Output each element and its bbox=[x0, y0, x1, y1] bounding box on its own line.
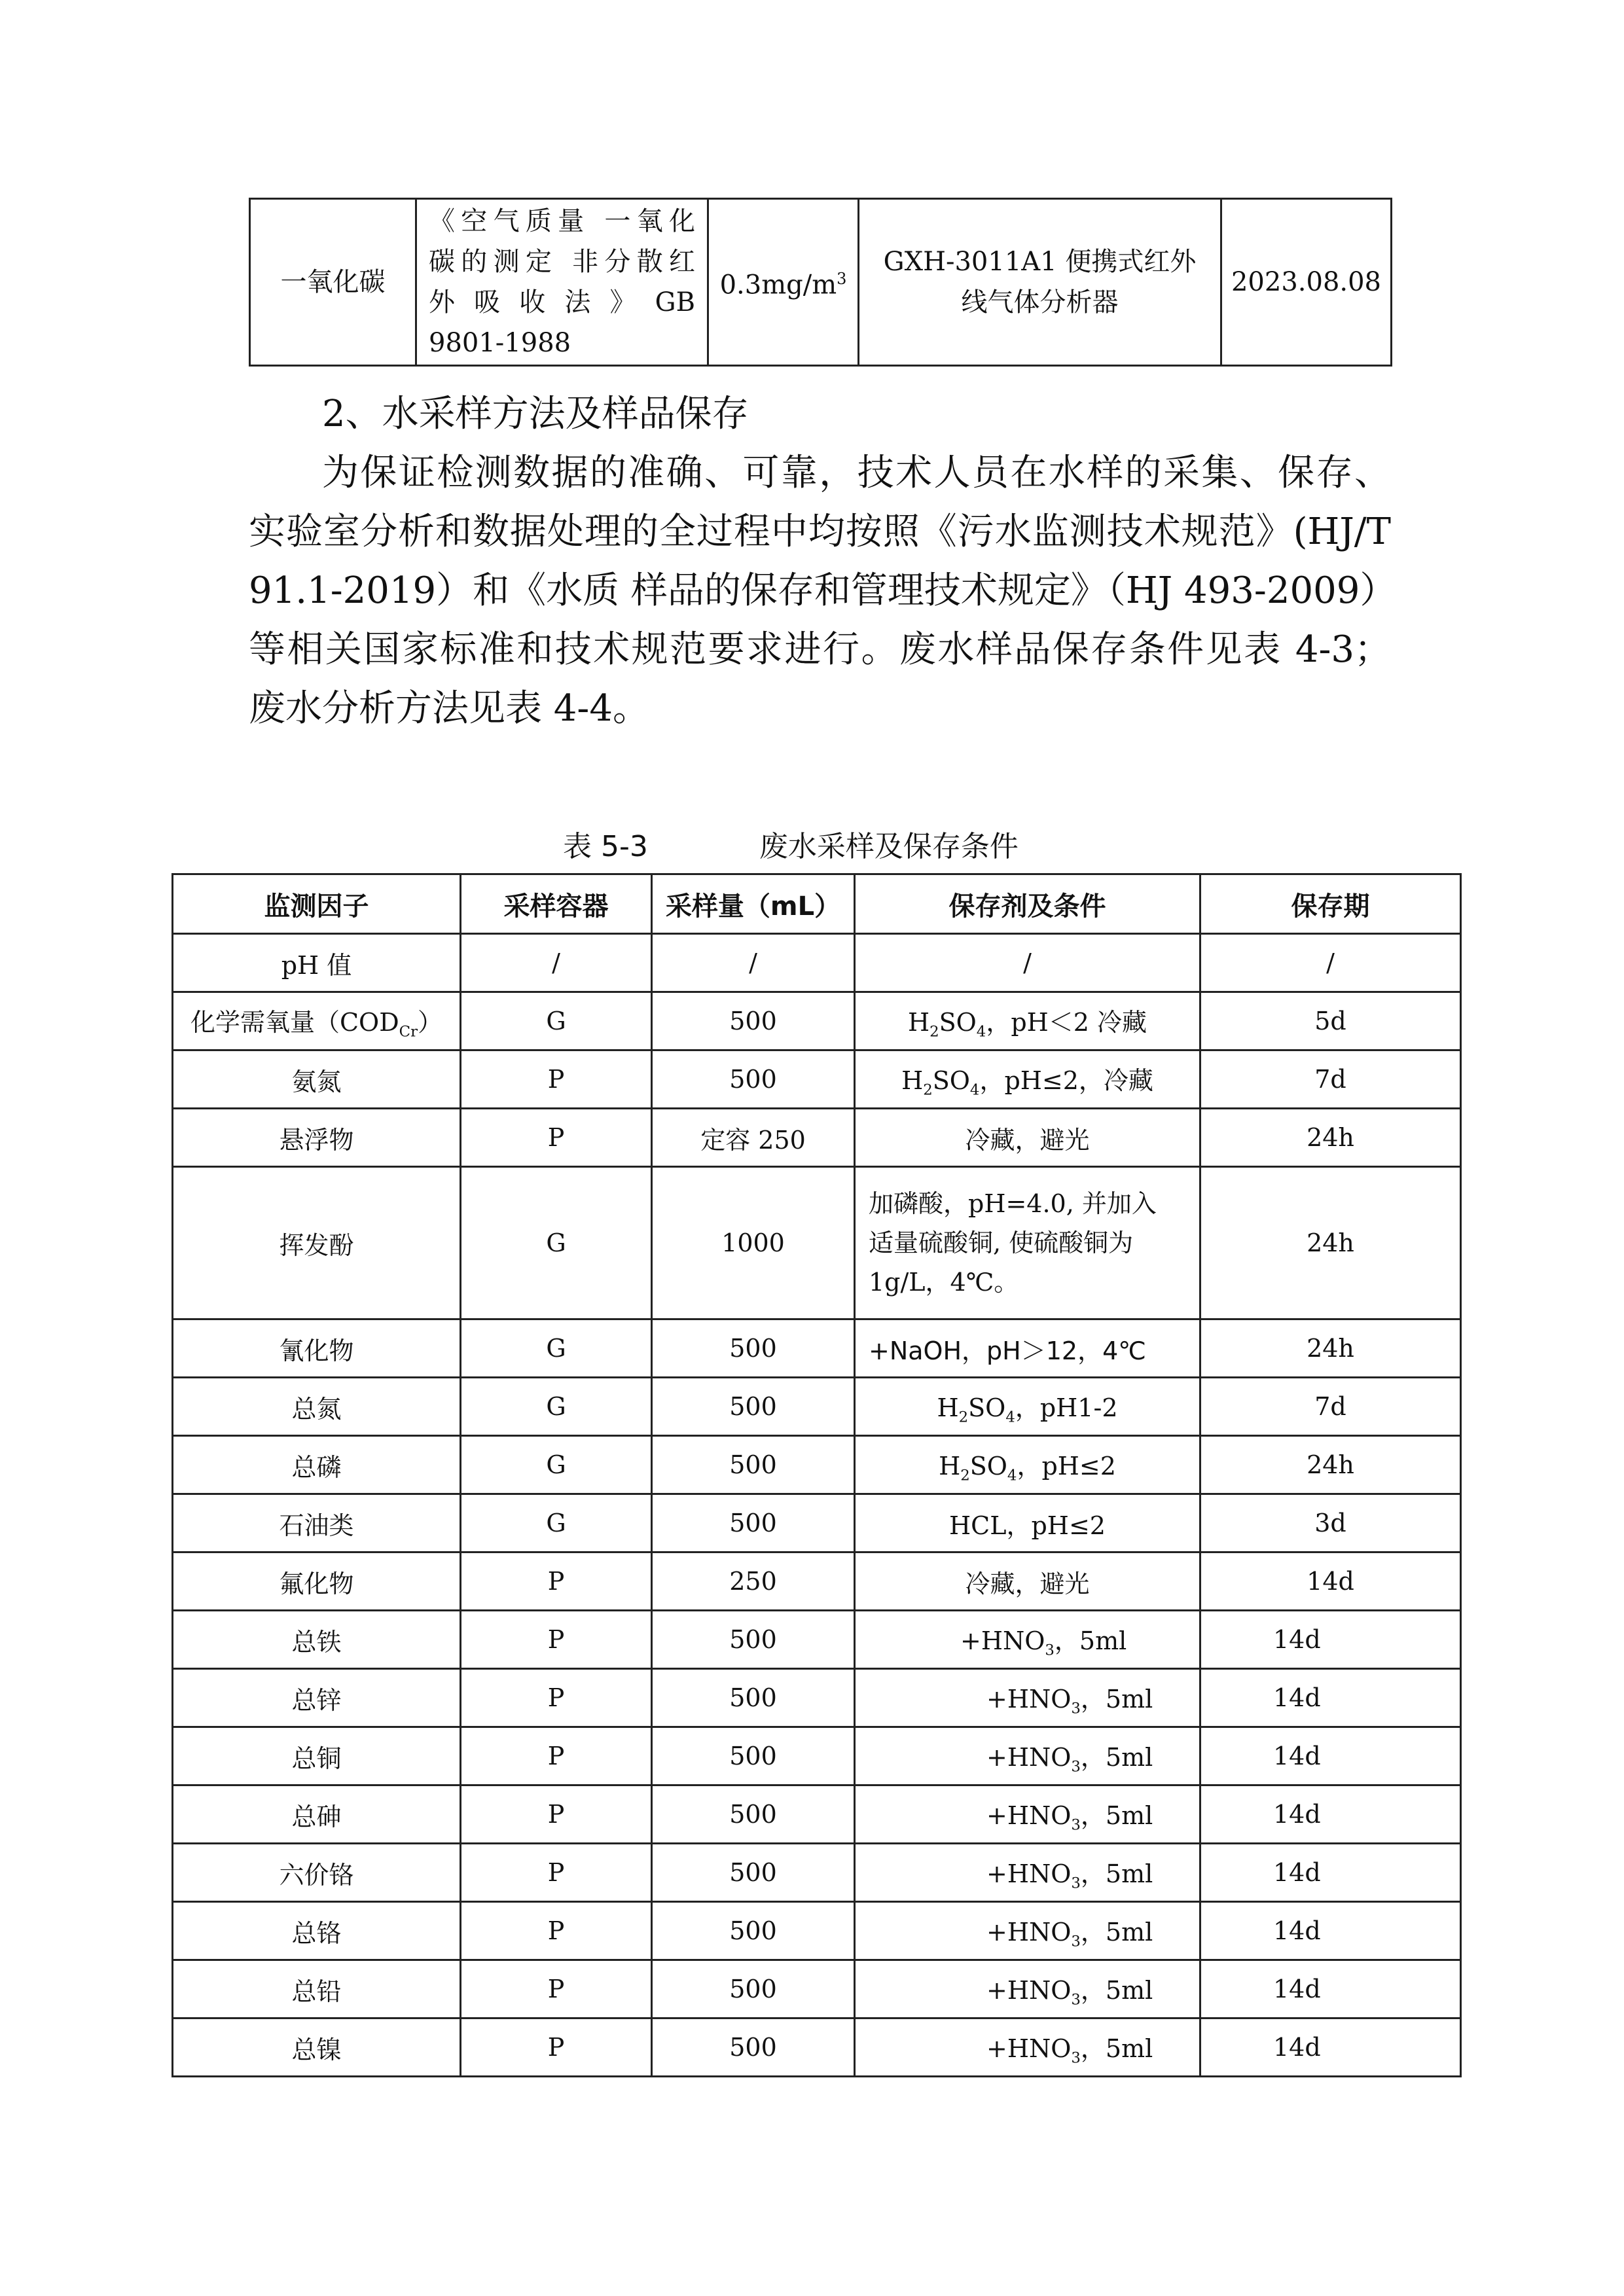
factor-cell: pH 值 bbox=[173, 934, 461, 992]
factor-cell: 挥发酚 bbox=[173, 1167, 461, 1319]
condition-cell: $+HNO_3$，5ml bbox=[855, 1785, 1200, 1844]
period-cell: / bbox=[1200, 934, 1461, 992]
period-cell: 14d bbox=[1200, 1611, 1461, 1669]
factor-cell: 一氧化碳 bbox=[250, 199, 416, 366]
amount-cell: 250 bbox=[652, 1552, 855, 1611]
factor-cell: 总镍 bbox=[173, 2018, 461, 2077]
condition-cell: $H_2SO_4$，pH1-2 bbox=[855, 1378, 1200, 1436]
factor-cell: 总铜 bbox=[173, 1727, 461, 1785]
condition-cell: $+HNO_3$，5ml bbox=[855, 1844, 1200, 1902]
amount-cell: / bbox=[652, 934, 855, 992]
amount-cell: 500 bbox=[652, 1319, 855, 1378]
table-row bbox=[173, 1844, 1461, 1902]
header-container: 采样容器 bbox=[461, 874, 652, 934]
table-row bbox=[173, 1669, 1461, 1727]
condition-cell: $H_2SO_4$，pH≤2 bbox=[855, 1436, 1200, 1494]
period-cell: 14d bbox=[1200, 1902, 1461, 1960]
container-cell: G bbox=[461, 992, 652, 1050]
period-cell: 14d bbox=[1200, 1960, 1461, 2018]
container-cell: P bbox=[461, 1960, 652, 2018]
period-cell: 14d bbox=[1200, 1552, 1461, 1611]
factor-cell: 总氮 bbox=[173, 1378, 461, 1436]
container-cell: G bbox=[461, 1436, 652, 1494]
table-header-row bbox=[173, 874, 1461, 934]
factor-cell: 总铬 bbox=[173, 1902, 461, 1960]
condition-cell: $H_2SO_4$，pH＜2 冷藏 bbox=[855, 992, 1200, 1050]
amount-cell: 500 bbox=[652, 1378, 855, 1436]
period-cell: 24h bbox=[1200, 1436, 1461, 1494]
factor-cell: 石油类 bbox=[173, 1494, 461, 1552]
header-condition: 保存剂及条件 bbox=[855, 874, 1200, 934]
container-cell: P bbox=[461, 1727, 652, 1785]
date-cell: 2023.08.08 bbox=[1221, 199, 1392, 366]
container-cell: P bbox=[461, 2018, 652, 2077]
table-row bbox=[173, 2018, 1461, 2077]
table-row bbox=[173, 1050, 1461, 1109]
table-row bbox=[173, 1167, 1461, 1319]
period-cell: 14d bbox=[1200, 1669, 1461, 1727]
amount-cell: 500 bbox=[652, 1785, 855, 1844]
period-cell: 14d bbox=[1200, 1727, 1461, 1785]
condition-cell: / bbox=[855, 934, 1200, 992]
condition-cell: $+HNO_3$，5ml bbox=[855, 1727, 1200, 1785]
period-cell: 14d bbox=[1200, 2018, 1461, 2077]
container-cell: P bbox=[461, 1611, 652, 1669]
wastewater-storage-table bbox=[171, 873, 1462, 2077]
amount-cell: 500 bbox=[652, 1611, 855, 1669]
container-cell: G bbox=[461, 1378, 652, 1436]
amount-cell: 1000 bbox=[652, 1167, 855, 1319]
container-cell: G bbox=[461, 1167, 652, 1319]
table-row bbox=[173, 1319, 1461, 1378]
table-row bbox=[173, 1436, 1461, 1494]
amount-cell: 500 bbox=[652, 1902, 855, 1960]
table-row bbox=[173, 1109, 1461, 1167]
factor-cell: 六价铬 bbox=[173, 1844, 461, 1902]
period-cell: 3d bbox=[1200, 1494, 1461, 1552]
limit-cell: $0.3mg/m^3$ bbox=[708, 199, 859, 366]
table-row bbox=[173, 1727, 1461, 1785]
condition-cell: $H_2SO_4$，pH≤2，冷藏 bbox=[855, 1050, 1200, 1109]
table-row bbox=[250, 199, 1392, 366]
table-row bbox=[173, 1902, 1461, 1960]
factor-cell: 总铁 bbox=[173, 1611, 461, 1669]
container-cell: P bbox=[461, 1050, 652, 1109]
condition-cell: +NaOH，pH＞12，4℃ bbox=[855, 1319, 1200, 1378]
condition-cell: $+HNO_3$，5ml bbox=[855, 1669, 1200, 1727]
table-row bbox=[173, 1552, 1461, 1611]
condition-cell: $+HNO_3$，5ml bbox=[855, 1611, 1200, 1669]
factor-cell: 化学需氧量$(COD_{Cr})$ bbox=[173, 992, 461, 1050]
table-row bbox=[173, 992, 1461, 1050]
factor-cell: 总铅 bbox=[173, 1960, 461, 2018]
factor-cell: 氟化物 bbox=[173, 1552, 461, 1611]
container-cell: G bbox=[461, 1319, 652, 1378]
table-row bbox=[173, 1785, 1461, 1844]
factor-cell: 总砷 bbox=[173, 1785, 461, 1844]
table-row bbox=[173, 1960, 1461, 2018]
condition-cell: 冷藏，避光 bbox=[855, 1552, 1200, 1611]
container-cell: P bbox=[461, 1785, 652, 1844]
header-amount: 采样量（mL） bbox=[652, 874, 855, 934]
amount-cell: 500 bbox=[652, 1436, 855, 1494]
period-cell: 14d bbox=[1200, 1785, 1461, 1844]
period-cell: 24h bbox=[1200, 1109, 1461, 1167]
container-cell: P bbox=[461, 1902, 652, 1960]
period-cell: 24h bbox=[1200, 1167, 1461, 1319]
condition-cell: 加磷酸，pH=4.0, 并加入 适量硫酸铜, 使硫酸铜为 1g/L，4℃。 bbox=[855, 1167, 1200, 1319]
instrument-cell: GXH-3011A1 便携式红外 线气体分析器 bbox=[859, 199, 1221, 366]
factor-cell: 悬浮物 bbox=[173, 1109, 461, 1167]
amount-cell: 500 bbox=[652, 1844, 855, 1902]
factor-cell: 总磷 bbox=[173, 1436, 461, 1494]
container-cell: P bbox=[461, 1109, 652, 1167]
container-cell: G bbox=[461, 1494, 652, 1552]
air-method-table bbox=[249, 198, 1392, 367]
table-row bbox=[173, 1494, 1461, 1552]
period-cell: 5d bbox=[1200, 992, 1461, 1050]
condition-cell: $+HNO_3$，5ml bbox=[855, 1960, 1200, 2018]
period-cell: 14d bbox=[1200, 1844, 1461, 1902]
condition-cell: HCL，pH≤2 bbox=[855, 1494, 1200, 1552]
period-cell: 7d bbox=[1200, 1378, 1461, 1436]
amount-cell: 500 bbox=[652, 1960, 855, 2018]
table-row bbox=[173, 934, 1461, 992]
amount-cell: 500 bbox=[652, 2018, 855, 2077]
factor-cell: 氰化物 bbox=[173, 1319, 461, 1378]
method-cell: 《空气质量 一氧化 碳的测定 非分散红 外 吸 收 法 》 GB 9801-1988 bbox=[416, 199, 708, 366]
container-cell: P bbox=[461, 1669, 652, 1727]
table-row bbox=[173, 1611, 1461, 1669]
amount-cell: 500 bbox=[652, 1727, 855, 1785]
condition-cell: 冷藏，避光 bbox=[855, 1109, 1200, 1167]
amount-cell: 500 bbox=[652, 1669, 855, 1727]
condition-cell: $+HNO_3$，5ml bbox=[855, 2018, 1200, 2077]
table-caption: 表 5-3 废水采样及保存条件 bbox=[563, 830, 1019, 863]
period-cell: 7d bbox=[1200, 1050, 1461, 1109]
header-factor: 监测因子 bbox=[173, 874, 461, 934]
container-cell: P bbox=[461, 1552, 652, 1611]
period-cell: 24h bbox=[1200, 1319, 1461, 1378]
amount-cell: 500 bbox=[652, 992, 855, 1050]
container-cell: P bbox=[461, 1844, 652, 1902]
table-row bbox=[173, 1378, 1461, 1436]
header-period: 保存期 bbox=[1200, 874, 1461, 934]
container-cell: / bbox=[461, 934, 652, 992]
amount-cell: 定容 250 bbox=[652, 1109, 855, 1167]
condition-cell: $+HNO_3$，5ml bbox=[855, 1902, 1200, 1960]
factor-cell: 氨氮 bbox=[173, 1050, 461, 1109]
factor-cell: 总锌 bbox=[173, 1669, 461, 1727]
amount-cell: 500 bbox=[652, 1494, 855, 1552]
section-paragraph: 为保证检测数据的准确、可靠，技术人员在水样的采集、保存、 实验室分析和数据处理的全过程中均按照《污水监测技术规范》(HJ/T 91.1-2019）和《水质 样品的保存和管理技术规定》（HJ 493-2009） 等相关国家标准和技术规范要求进行。废水样品保存条件见表 4-3； 废水分析方法见表 4-4。 bbox=[249, 452, 1397, 730]
section-heading: 2、水采样方法及样品保存 bbox=[322, 393, 749, 435]
amount-cell: 500 bbox=[652, 1050, 855, 1109]
